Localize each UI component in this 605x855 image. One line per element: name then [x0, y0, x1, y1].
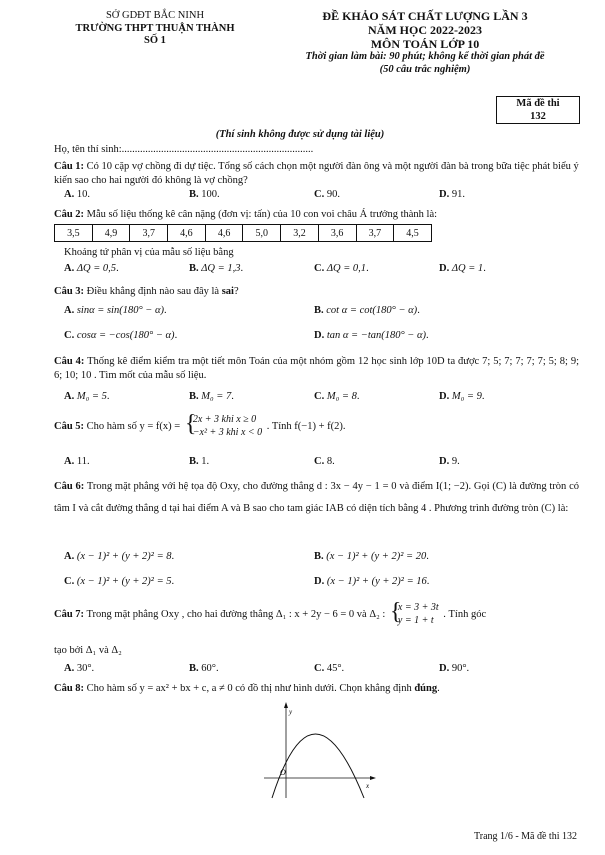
option-a: 10 [76, 189, 88, 200]
table-cell: 3,7 [356, 225, 394, 242]
option-d: ΔQ = 1 [451, 263, 484, 274]
option-b: (x − 1)² + (y + 2)² = 20 [326, 551, 427, 562]
question-count: (50 câu trắc nghiệm) [379, 63, 471, 75]
table-cell: 5,0 [243, 225, 281, 242]
y-label: y [289, 708, 293, 716]
case-1: 2x + 3 khi x ≥ 0 [192, 414, 257, 425]
option-b: 60° [201, 663, 216, 674]
question-keyword: sai [221, 286, 234, 297]
question-text: Thống kê điểm kiểm tra một tiết môn Toán của một nhóm gồm 12 học sinh lớp 10D ta được 7; 5; 7; 7; 7; 7; 5; 8; 9; 6; 10; 10 . Tìm mốt của mẫu số liệu. [54, 356, 579, 381]
question-text: Mẫu số liệu thống kê cân nặng (đơn vị: tấn) của 10 con voi châu Á trưởng thành là: [86, 209, 438, 220]
question-6 [54, 476, 579, 519]
question-label: Câu 4: [54, 356, 85, 367]
option-d: tan α = −tan(180° − α) [326, 330, 427, 341]
option-b: 100 [201, 189, 218, 200]
question-4 [54, 355, 579, 382]
option-c: ΔQ = 0,1 [326, 263, 367, 274]
exam-code-value: 132 [530, 110, 546, 122]
question-1 [54, 160, 579, 187]
origin-label: O [280, 768, 286, 777]
question-punct: . [437, 683, 440, 694]
exam-subject: MÔN TOÁN LỚP 10 [370, 36, 480, 51]
question-label: Câu 8: [54, 683, 85, 694]
school-name: TRƯỜNG THPT THUẬN THÀNH [75, 22, 235, 34]
question-text: Trong mặt phẳng với hệ tọa độ Oxy, cho đường thẳng d : 3x − 4y − 1 = 0 và điểm I(1; −2). Gọi (C) là đường tròn có tâm I và cắt đường thẳng d tại hai điểm A và B sao cho tam giác IAB có diện tích bằng 4 . Phương trình đường tròn (C) là: [54, 481, 579, 514]
question-8 [54, 682, 579, 696]
option-a: sinα = sin(180° − α) [76, 305, 164, 316]
option-d: 91 [451, 189, 463, 200]
option-d: (x − 1)² + (y + 2)² = 16 [326, 576, 427, 587]
question-label: Câu 3: [54, 286, 85, 297]
parametric-system: { x = 3 + 3t y = 1 + t [389, 599, 439, 626]
exam-code-box [496, 96, 580, 124]
question-text-post: . Tính góc [443, 608, 487, 620]
question-2-sub: Khoảng tứ phân vị của mẫu số liệu bằng [64, 247, 234, 258]
question-punct: ? [233, 286, 239, 297]
question-text: Cho hàm số y = f(x) = [86, 420, 181, 432]
exam-code-label: Mã đề thi [516, 98, 560, 109]
question-label: Câu 2: [54, 209, 85, 220]
school-number: SỐ 1 [144, 35, 166, 47]
option-b: cot α = cot(180° − α) [326, 305, 418, 316]
option-a: 30° [76, 663, 92, 674]
piecewise-system: { 2x + 3 khi x ≥ 0 −x² + 3 khi x < 0 [184, 411, 263, 438]
option-a: (x − 1)² + (y + 2)² = 8 [76, 551, 172, 562]
question-2 [54, 208, 579, 222]
question-7 [54, 599, 579, 627]
exam-title: ĐỀ KHẢO SÁT CHẤT LƯỢNG LẦN 3 [322, 9, 528, 23]
parabola-graph [258, 700, 378, 800]
option-c: 8 [326, 456, 333, 467]
option-b: ΔQ = 1,3 [201, 263, 241, 274]
table-cell: 3,5 [55, 225, 93, 242]
question-keyword: đúng [414, 683, 438, 694]
question-text: Cho hàm số y = ax² + bx + c, a ≠ 0 có đồ thị như hình dưới. Chọn khẳng định [86, 683, 412, 694]
question-5 [54, 411, 579, 439]
option-c: cosα = −cos(180° − α) [76, 330, 175, 341]
page-footer: Trang 1/6 - Mã đề thi 132 [474, 831, 577, 842]
x-axis-arrow [370, 776, 376, 780]
option-c: (x − 1)² + (y + 2)² = 5 [76, 576, 172, 587]
table-cell: 4,6 [168, 225, 206, 242]
question-label: Câu 5: [54, 420, 85, 432]
question-text: Trong mặt phẳng Oxy , cho hai đường thẳng Δ₁ : x + 2y − 6 = 0 và Δ₂ : [86, 608, 386, 620]
question-text-post: . Tính f(−1) + f(2). [266, 420, 346, 432]
case-2: y = 1 + t [397, 614, 434, 626]
table-cell: 3,7 [130, 225, 168, 242]
case-1: x = 3 + 3t [397, 602, 439, 613]
question-7-sub: tạo bởi Δ₁ và Δ₂ [54, 645, 122, 656]
option-b: M₀ = 7 [201, 391, 232, 402]
dept-name: SỞ GDĐT BẮC NINH [105, 10, 205, 21]
option-d: 90° [451, 663, 467, 674]
student-name-line: Họ, tên thí sinh:......................................................................... [54, 144, 314, 155]
weight-table [54, 224, 432, 242]
option-b: 1 [201, 456, 207, 467]
option-c: 90 [326, 189, 338, 200]
option-a: 11 [76, 456, 87, 467]
option-a: M₀ = 5 [76, 391, 107, 402]
table-cell: 3,2 [281, 225, 319, 242]
table-cell: 3,6 [318, 225, 356, 242]
exam-year: NĂM HỌC 2022-2023 [368, 22, 482, 37]
question-label: Câu 6: [54, 481, 85, 492]
exam-note: (Thí sinh không được sử dụng tài liệu) [215, 129, 385, 140]
school-header [40, 10, 270, 48]
table-cell: 4,9 [92, 225, 130, 242]
y-axis-arrow [284, 702, 288, 708]
question-text: Điều khẳng định nào sau đây là [86, 286, 220, 297]
question-label: Câu 7: [54, 608, 85, 620]
question-3 [54, 285, 579, 299]
option-c: M₀ = 8 [326, 391, 357, 402]
option-c: 45° [326, 663, 342, 674]
table-cell: 4,6 [205, 225, 243, 242]
case-2: −x² + 3 khi x < 0 [192, 426, 263, 438]
table-cell: 4,5 [394, 225, 432, 242]
exam-header [275, 10, 575, 77]
option-d: 9 [451, 456, 458, 467]
option-a: ΔQ = 0,5 [76, 263, 117, 274]
x-label: x [366, 782, 370, 790]
exam-time: Thời gian làm bài: 90 phút; không kể thời gian phát đề [305, 51, 545, 63]
question-text: Có 10 cặp vợ chồng đi dự tiệc. Tổng số cách chọn một người đàn ông và một người đàn bà trong bữa tiệc phát biểu ý kiến sao cho hai người đó không là vợ chồng? [54, 161, 579, 186]
question-label: Câu 1: [54, 161, 85, 172]
option-d: M₀ = 9 [451, 391, 482, 402]
